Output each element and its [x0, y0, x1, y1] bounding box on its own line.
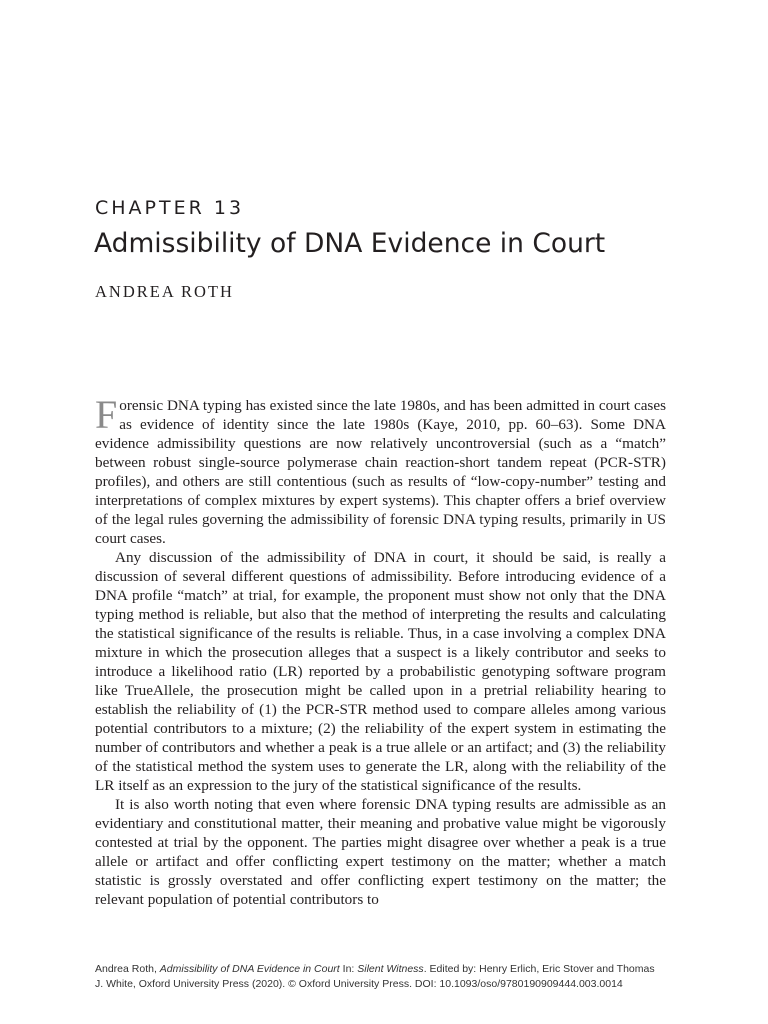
paragraph-1-text: orensic DNA typing has existed since the late 1980s, and has been admitted in court cases as evidence of identity since the late 1980s (Kaye, 2010, pp. 60–63). Some DNA evidence admissibility questions are now relatively uncontroversial (such as a “match” between robust single-source polymerase chain reaction-short tandem repeat (PCR-STR) profiles), and others are still contentious (such as results of “low-copy-number” testing and interpretations of complex mixtures by expert systems). This chapter offers a brief overview of the legal rules governing the admissibility of forensic DNA typing results, primarily in US court cases.: [95, 397, 666, 547]
author-name: ANDREA ROTH: [95, 282, 234, 301]
citation-footer: [95, 962, 655, 992]
chapter-title: Admissibility of DNA Evidence in Court: [94, 228, 606, 259]
paragraph-1: [95, 392, 666, 548]
chapter-label: CHAPTER 13: [95, 197, 245, 219]
drop-cap: F: [95, 392, 118, 437]
paragraph-3: It is also worth noting that even where forensic DNA typing results are admissible as an evidentiary and constitutional matter, their meaning and probative value might be vigorously contested at trial by the opponent. The parties might disagree over whether a peak is a true allele or artifact and offer conflicting expert testimony on the matter; whether a match statistic is grossly overstated and offer conflicting expert testimony on the matter; the relevant population of potential contributors to: [95, 796, 666, 908]
footer-author: Andrea Roth,: [95, 963, 160, 975]
footer-book-title: Silent Witness: [357, 963, 424, 975]
body-text: [95, 392, 666, 909]
footer-chapter-title: Admissibility of DNA Evidence in Court: [159, 963, 340, 975]
footer-in: In:: [339, 963, 358, 975]
paragraph-2: Any discussion of the admissibility of DNA in court, it should be said, is really a discussion of several different questions of admissibility. Before introducing evidence of a DNA profile “match” at trial, for example, the proponent must show not only that the DNA typing method is reliable, but also that the method of interpreting the results and calculating the statistical significance of the results is reliable. Thus, in a case involving a complex DNA mixture in which the prosecution alleges that a suspect is a likely contributor and seeks to introduce a likelihood ratio (LR) reported by a probabilistic genotyping software program like TrueAllele, the prosecution might be called upon in a pretrial reliability hearing to establish the reliability of (1) the PCR-STR method used to compare alleles among various potential contributors to a mixture; (2) the reliability of the expert system in estimating the number of contributors and whether a peak is a true allele or an artifact; and (3) the reliability of the statistical method the system uses to generate the LR, along with the reliability of the LR itself as an expression to the jury of the statistical significance of the results.: [95, 549, 666, 794]
footer-details: . Edited by: Henry Erlich, Eric Stover and Thomas J. White, Oxford University Press (2020). © Oxford University Press. DOI: 10.1093/oso/9780190909444.003.0014: [95, 963, 655, 990]
